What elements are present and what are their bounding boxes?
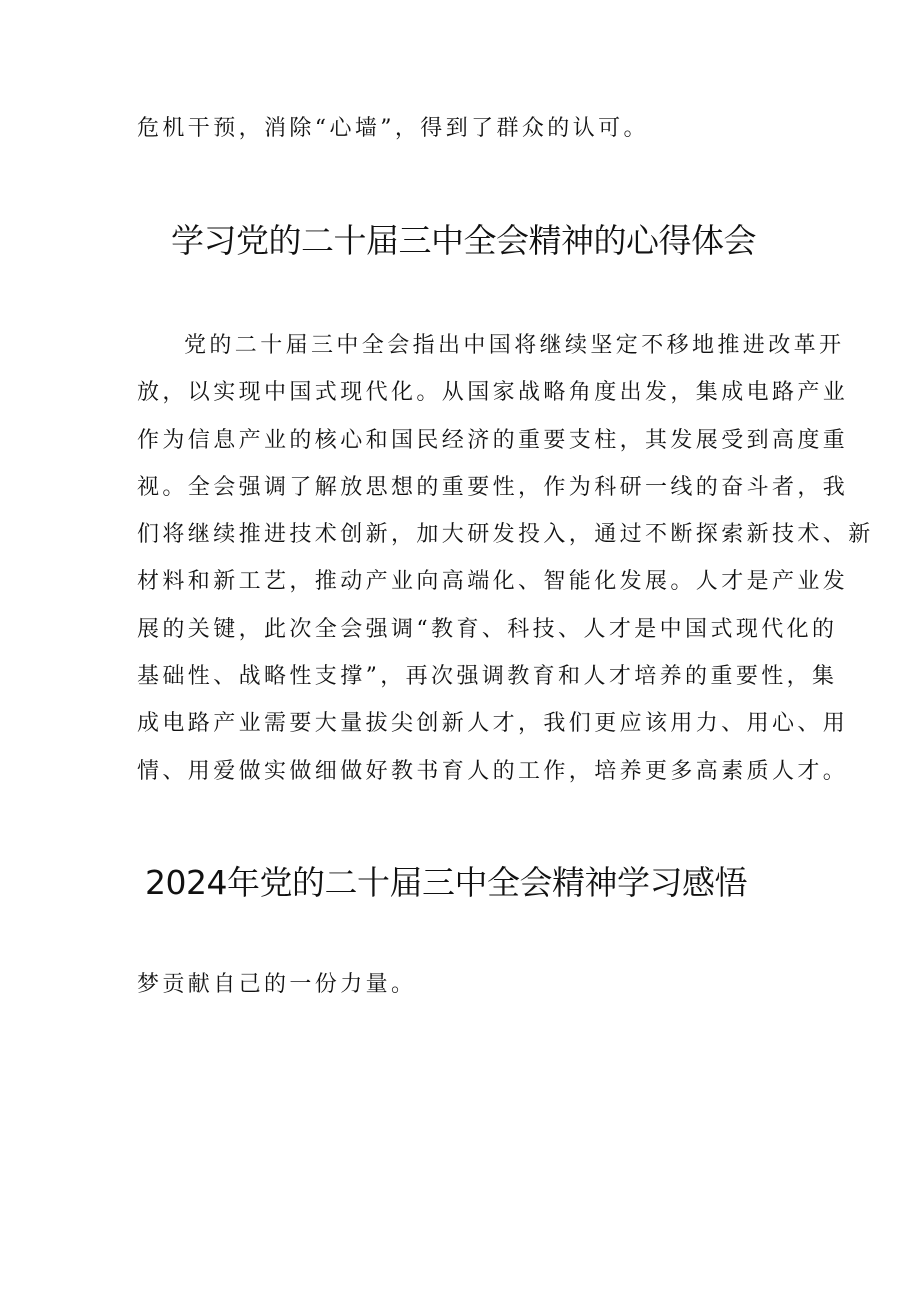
body-line: 基础性、战略性支撑”，再次强调教育和人才培养的重要性，集 [137,664,838,690]
body-line: 党的二十届三中全会指出中国将继续坚定不移地推进改革开 [184,333,845,358]
paragraph-fragment-bottom: 梦贡献自己的一份力量。 [137,972,417,997]
section-heading-1: 学习党的二十届三中全会精神的心得体会 [171,221,756,260]
body-line: 放，以实现中国式现代化。从国家战略角度出发，集成电路产业 [137,380,849,406]
body-line: 展的关键，此次全会强调“教育、科技、人才是中国式现代化的 [137,616,838,642]
section-heading-2: 2024年党的二十届三中全会精神学习感悟 [145,863,747,902]
section1-body [137,322,874,795]
body-line: 成电路产业需要大量拔尖创新人才，我们更应该用力、用心、用 [137,711,849,737]
body-line: 作为信息产业的核心和国民经济的重要支柱，其发展受到高度重 [137,427,849,453]
body-line: 们将继续推进技术创新，加大研发投入，通过不断探索新技术、新 [137,522,874,548]
body-line: 材料和新工艺，推动产业向高端化、智能化发展。人才是产业发 [137,569,849,595]
body-line: 视。全会强调了解放思想的重要性，作为科研一线的奋斗者，我 [137,474,849,500]
body-line: 情、用爱做实做细做好教书育人的工作，培养更多高素质人才。 [137,758,849,784]
paragraph-fragment-top: 危机干预，消除“心墙”，得到了群众的认可。 [137,116,649,141]
